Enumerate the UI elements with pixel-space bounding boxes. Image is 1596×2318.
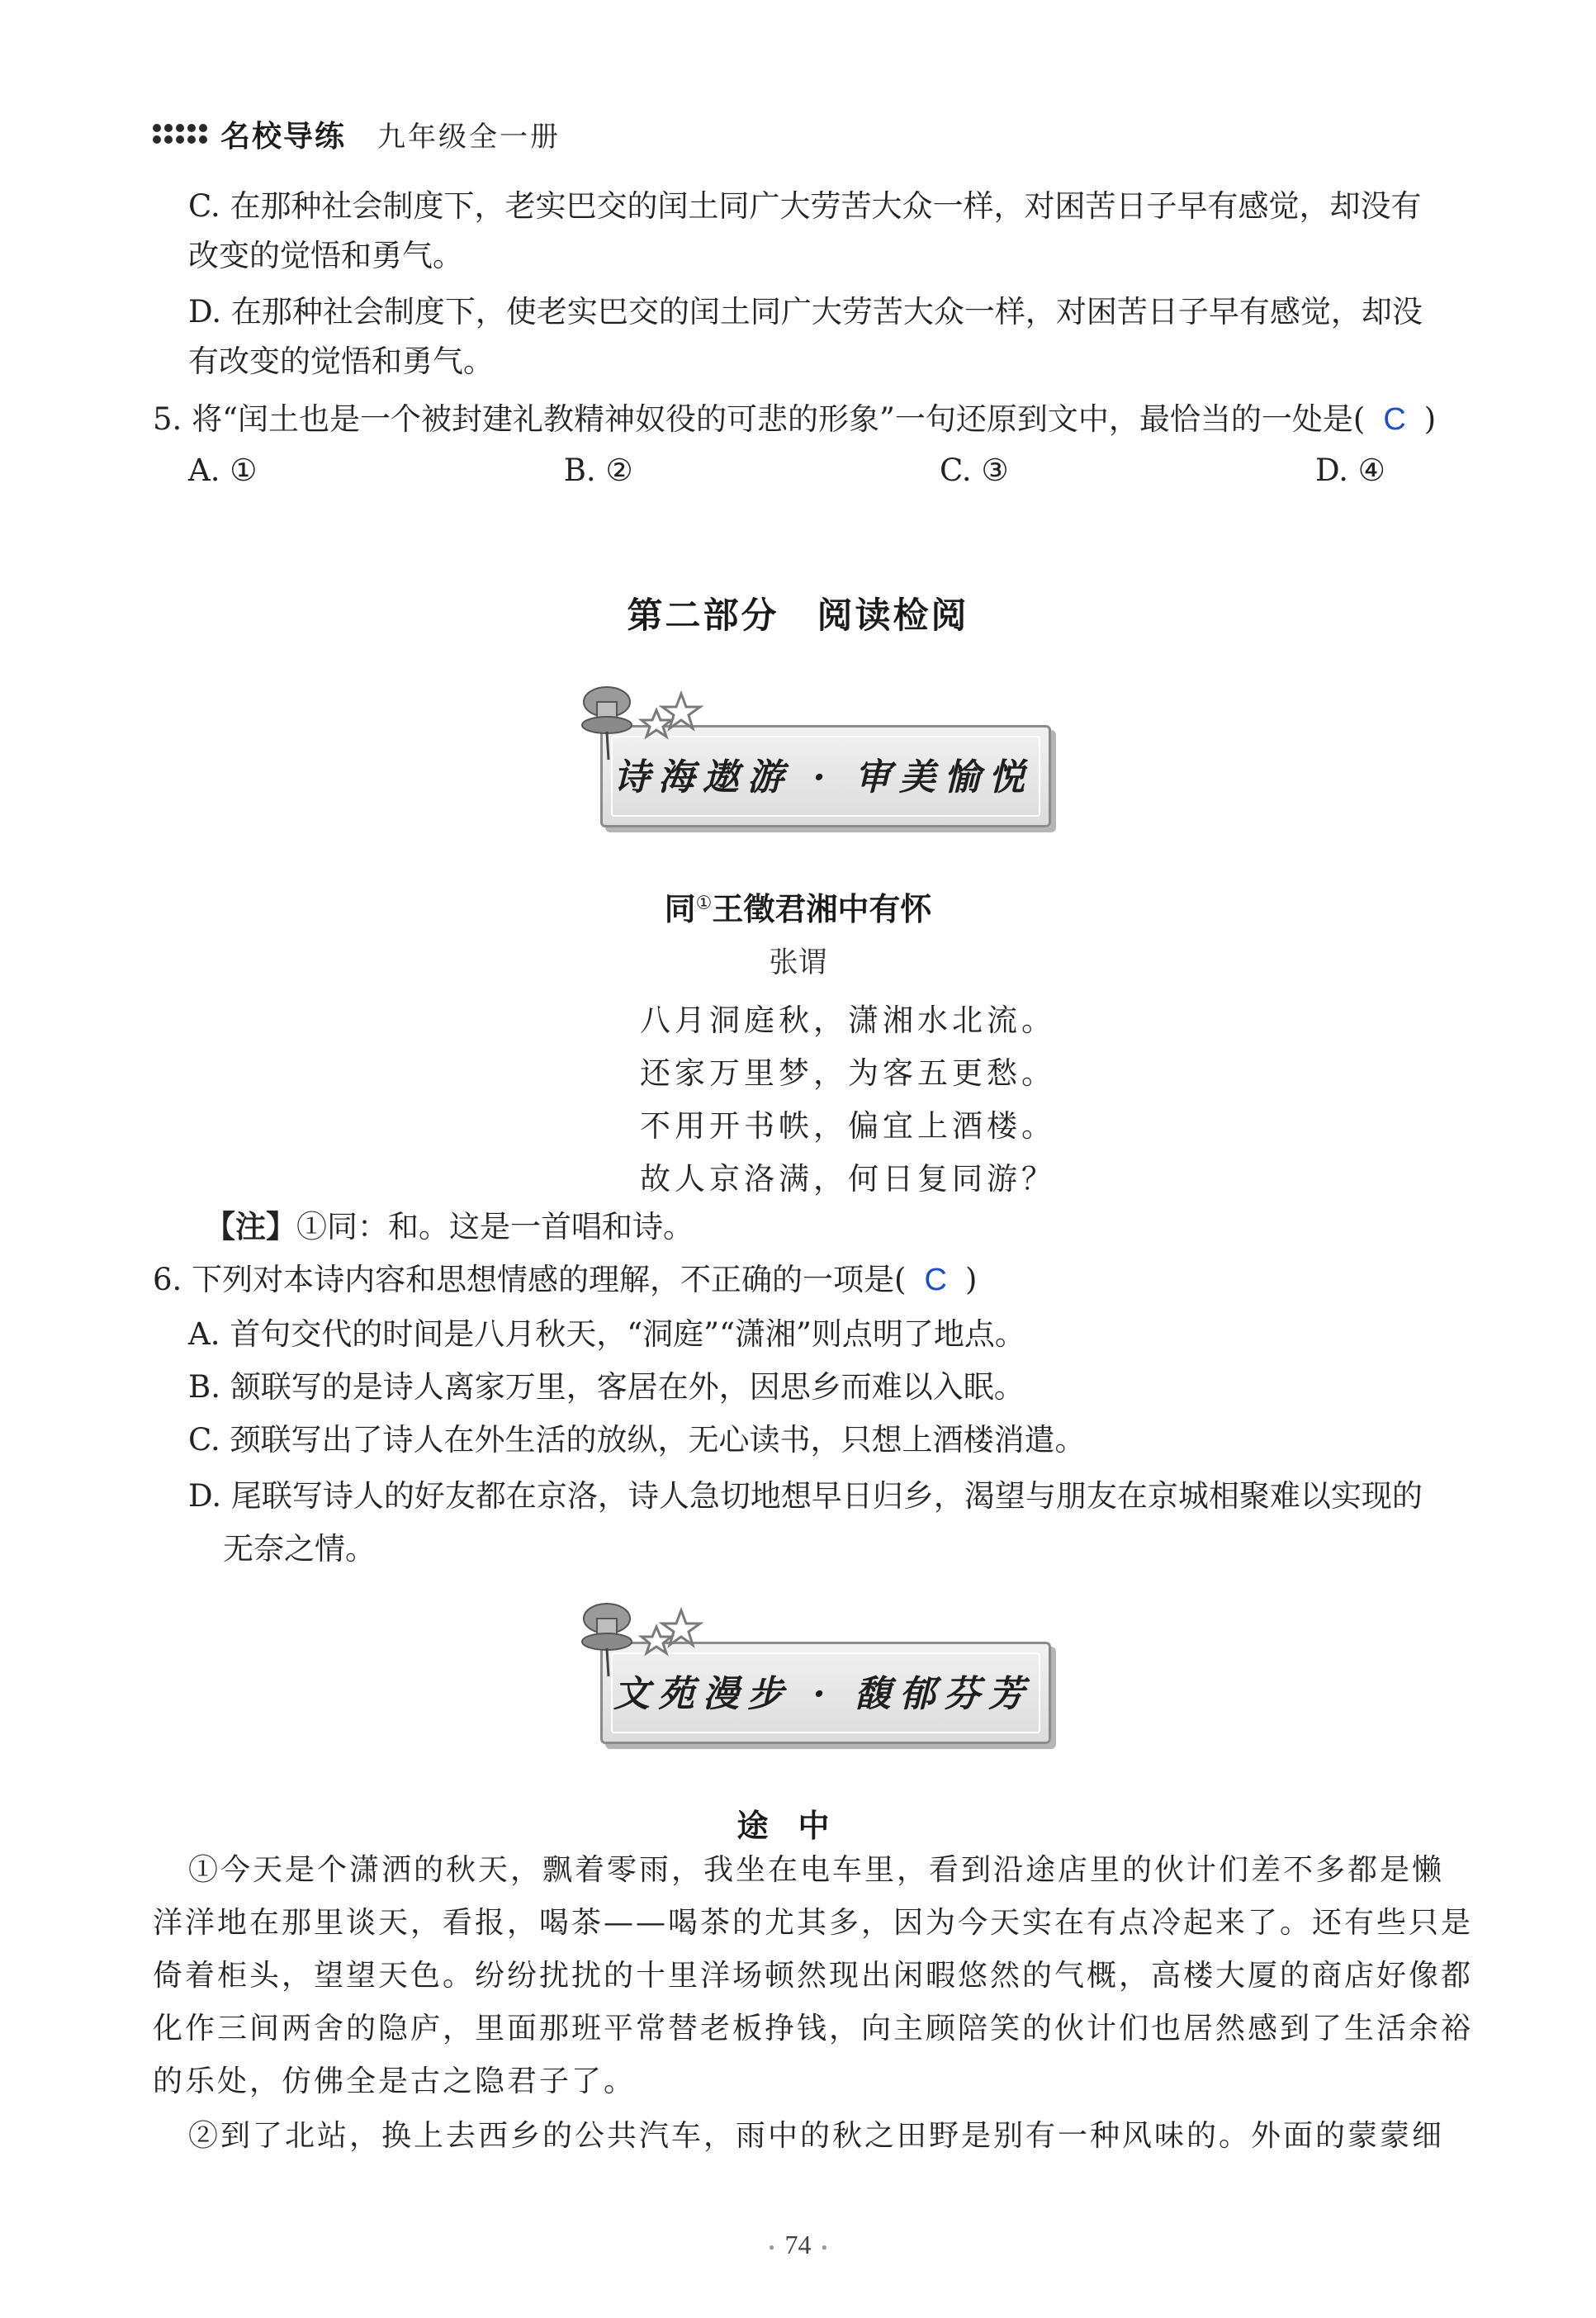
page-dot-right: • <box>821 2236 828 2258</box>
article-p2-line1: ②到了北站，换上去西乡的公共汽车，雨中的秋之田野是别有一种风味的。外面的蒙蒙细 <box>188 2119 1445 2153</box>
article-p1-line5: 的乐处，仿佛全是古之隐君子了。 <box>153 2064 637 2098</box>
poem-author: 张谓 <box>769 946 827 979</box>
q6-option-d-line1: D. 尾联写诗人的好友都在京洛，诗人急切地想早日归乡，渴望与朋友在京城相聚难以实现的 <box>188 1478 1423 1514</box>
q6-answer: C <box>924 1263 947 1297</box>
q4-option-d-line2: 有改变的觉悟和勇气。 <box>188 344 494 379</box>
page-number <box>0 2230 1596 2260</box>
note-label: 【注】 <box>205 1209 296 1244</box>
grade-label: 九年级全一册 <box>377 120 561 154</box>
pushpin-star-icon <box>557 677 722 776</box>
q6-option-a: A. 首句交代的时间是八月秋天，“洞庭”“潇湘”则点明了地点。 <box>188 1316 1025 1352</box>
poem-line-4: 故人京洛满，何日复同游？ <box>640 1161 1056 1197</box>
poem-title <box>0 884 1596 929</box>
poem-line-1: 八月洞庭秋，潇湘水北流。 <box>640 1003 1056 1038</box>
poem-line-2: 还家万里梦，为客五更愁。 <box>640 1055 1056 1091</box>
banner-poetry-text: 诗海遨游 · 审美愉悦 <box>613 756 1033 799</box>
page-number-text: 74 <box>784 2230 812 2259</box>
article-p1-line3: 倚着柜头，望望天色。纷纷扰扰的十里洋场顿然现出闲暇悠然的气概，高楼大厦的商店好像都 <box>153 1959 1474 1993</box>
q5-option-b: B. ② <box>563 453 633 488</box>
poem-title-footnote: ① <box>695 893 713 914</box>
article-p1-line4: 化作三间两舍的隐庐，里面那班平常替老板挣钱，向主顾陪笑的伙计们也居然感到了生活余裕 <box>153 2012 1474 2045</box>
brand-title: 名校导练 <box>220 119 347 154</box>
q5-stem <box>153 401 1436 439</box>
q6-stem-text: 6. 下列对本诗内容和思想情感的理解，不正确的一项是( <box>153 1262 907 1297</box>
page-header <box>153 114 561 154</box>
banner-prose-text: 文苑漫步 · 馥郁芬芳 <box>613 1673 1033 1715</box>
poem-note <box>205 1209 694 1245</box>
q6-option-b: B. 颔联写的是诗人离家万里，客居在外，因思乡而难以入眠。 <box>188 1369 1025 1405</box>
section-title: 第二部分 阅读检阅 <box>627 595 969 637</box>
poem-title-pre: 同 <box>664 891 696 927</box>
article-p1-line1: ①今天是个潇洒的秋天，飘着零雨，我坐在电车里，看到沿途店里的伙计们差不多都是懒 <box>188 1853 1445 1887</box>
q5-answer: C <box>1383 402 1406 437</box>
q5-options <box>188 453 1385 488</box>
q4-option-c-line2: 改变的觉悟和勇气。 <box>188 238 463 273</box>
banner-poetry <box>557 677 1053 834</box>
article-title: 途中 <box>736 1808 860 1844</box>
q5-option-a: A. ① <box>188 453 258 488</box>
q6-option-d-line2: 无奈之情。 <box>223 1531 376 1567</box>
q5-option-d: D. ④ <box>1314 453 1385 488</box>
q4-option-d-line1: D. 在那种社会制度下，使老实巴交的闰土同广大劳苦大众一样，对困苦日子早有感觉，却没 <box>188 294 1423 329</box>
q6-stem <box>153 1262 977 1300</box>
poem-title-post: 王徵君湘中有怀 <box>712 891 932 927</box>
q5-close: ) <box>1423 401 1437 437</box>
q5-option-c: C. ③ <box>939 453 1009 488</box>
article-p1-line2: 洋洋地在那里谈天，看报，喝茶——喝茶的尤其多，因为今天实在有点冷起来了。还有些只是 <box>153 1906 1474 1940</box>
q6-close: ) <box>964 1262 978 1297</box>
pushpin-star-icon <box>557 1594 722 1693</box>
q5-stem-text: 5. 将“闰土也是一个被封建礼教精神奴役的可悲的形象”一句还原到文中，最恰当的一处是( <box>153 401 1366 437</box>
header-dots-icon <box>153 124 207 144</box>
q6-option-c: C. 颈联写出了诗人在外生活的放纵，无心读书，只想上酒楼消遣。 <box>188 1422 1086 1458</box>
q4-option-c-line1: C. 在那种社会制度下，老实巴交的闰土同广大劳苦大众一样，对困苦日子早有感觉，却没有 <box>188 188 1422 224</box>
poem-line-3: 不用开书帙，偏宜上酒楼。 <box>640 1108 1056 1144</box>
banner-prose <box>557 1594 1053 1751</box>
note-text: ①同：和。这是一首唱和诗。 <box>296 1209 694 1244</box>
page-dot-left: • <box>768 2236 775 2258</box>
